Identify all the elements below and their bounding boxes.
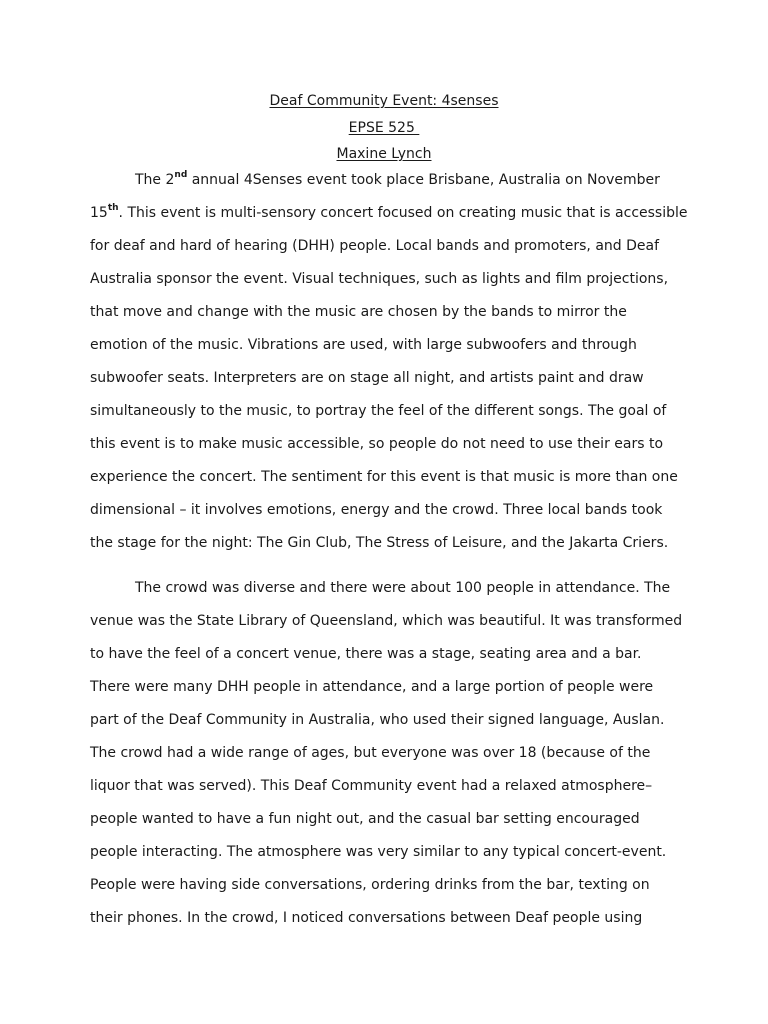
title-text: Deaf Community Event: 4senses [269, 93, 499, 109]
course-code [0, 119, 768, 137]
paragraph-line: for deaf and hard of hearing (DHH) people. Local bands and promoters, and Deaf [90, 238, 660, 254]
paragraph-line: part of the Deaf Community in Australia, who used their signed language, Auslan. [90, 712, 665, 728]
course-text: EPSE 525 [348, 120, 420, 136]
paragraph-line: that move and change with the music are chosen by the bands to mirror the [90, 304, 627, 320]
author-name [0, 145, 768, 163]
paragraph-line: 15th. This event is multi-sensory concert focused on creating music that is accessible [90, 203, 688, 221]
paragraph-line: There were many DHH people in attendance, and a large portion of people were [90, 679, 654, 695]
paragraph-2 [90, 572, 690, 935]
paragraph-line: to have the feel of a concert venue, there was a stage, seating area and a bar. [90, 646, 642, 662]
paragraph-line: The 2nd annual 4Senses event took place Brisbane, Australia on November [135, 170, 660, 188]
paragraph-line: people interacting. The atmosphere was very similar to any typical concert-event. [90, 844, 667, 860]
paragraph-line: Australia sponsor the event. Visual techniques, such as lights and film projections, [90, 271, 669, 287]
paragraph-line: The crowd had a wide range of ages, but everyone was over 18 (because of the [90, 745, 651, 761]
paragraph-line: their phones. In the crowd, I noticed conversations between Deaf people using [90, 910, 643, 926]
paragraph-1 [90, 164, 690, 560]
paragraph-line: venue was the State Library of Queensland, which was beautiful. It was transformed [90, 613, 683, 629]
paragraph-line: People were having side conversations, ordering drinks from the bar, texting on [90, 877, 650, 893]
paragraph-line: emotion of the music. Vibrations are used, with large subwoofers and through [90, 337, 637, 353]
paragraph-line: The crowd was diverse and there were about 100 people in attendance. The [135, 580, 671, 596]
paragraph-line: liquor that was served). This Deaf Community event had a relaxed atmosphere– [90, 778, 653, 794]
paragraph-line: the stage for the night: The Gin Club, The Stress of Leisure, and the Jakarta Criers. [90, 535, 669, 551]
paragraph-line: subwoofer seats. Interpreters are on stage all night, and artists paint and draw [90, 370, 644, 386]
paragraph-line: simultaneously to the music, to portray the feel of the different songs. The goal of [90, 403, 667, 419]
author-text: Maxine Lynch [336, 146, 432, 162]
paragraph-line: dimensional – it involves emotions, energy and the crowd. Three local bands took [90, 502, 663, 518]
paragraph-line: people wanted to have a fun night out, and the casual bar setting encouraged [90, 811, 640, 827]
paragraph-line: experience the concert. The sentiment for this event is that music is more than one [90, 469, 678, 485]
document-title [0, 92, 768, 110]
paragraph-line: this event is to make music accessible, so people do not need to use their ears to [90, 436, 664, 452]
